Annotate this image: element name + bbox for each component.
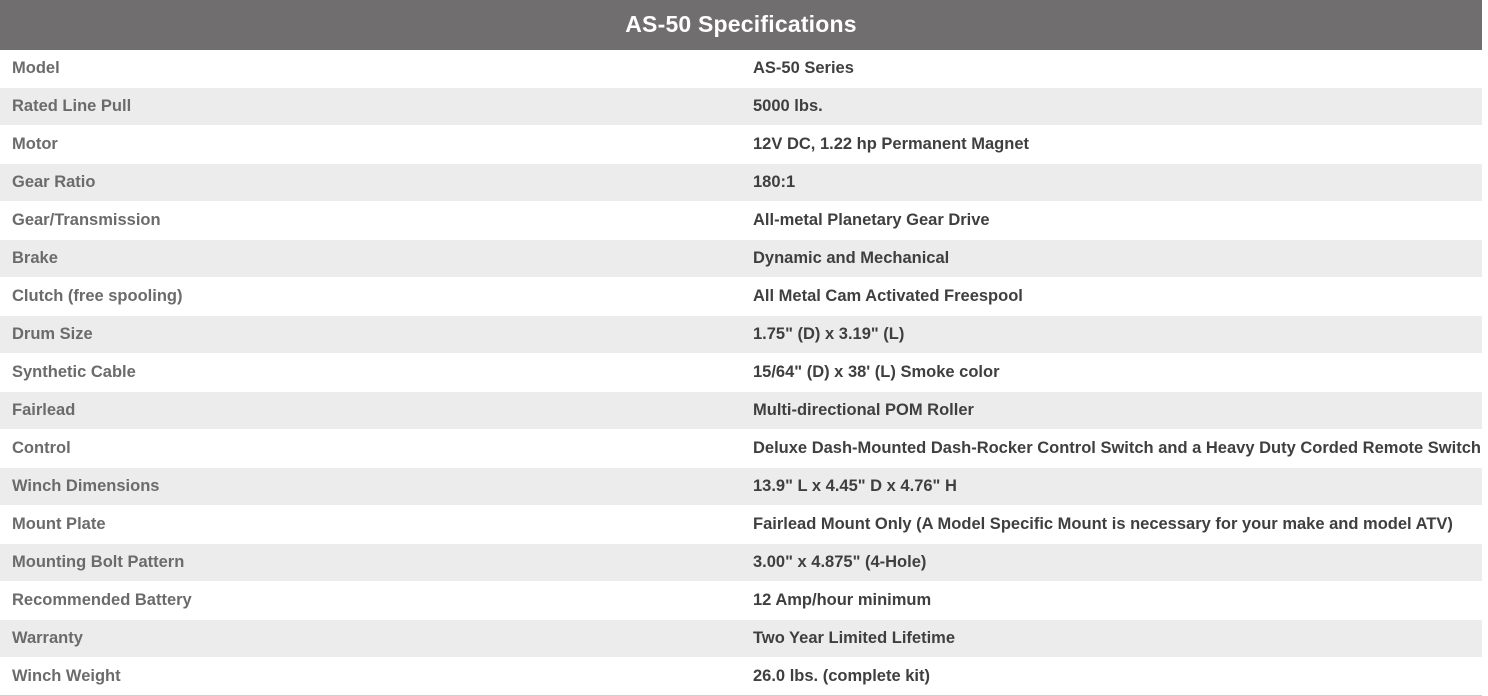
spec-value: 26.0 lbs. (complete kit) <box>741 658 1482 696</box>
spec-label: Recommended Battery <box>0 582 741 620</box>
spec-value: 12 Amp/hour minimum <box>741 582 1482 620</box>
spec-label: Warranty <box>0 620 741 658</box>
table-title-row <box>0 0 1482 50</box>
spec-value: All Metal Cam Activated Freespool <box>741 278 1482 316</box>
spec-label: Fairlead <box>0 392 741 430</box>
spec-value: 13.9" L x 4.45" D x 4.76" H <box>741 468 1482 506</box>
spec-value: AS-50 Series <box>741 50 1482 88</box>
spec-label: Motor <box>0 126 741 164</box>
table-row <box>0 88 1482 126</box>
spec-label: Winch Dimensions <box>0 468 741 506</box>
table-row <box>0 506 1482 544</box>
table-row <box>0 202 1482 240</box>
spec-label: Drum Size <box>0 316 741 354</box>
spec-value: All-metal Planetary Gear Drive <box>741 202 1482 240</box>
spec-label: Rated Line Pull <box>0 88 741 126</box>
spec-label: Model <box>0 50 741 88</box>
spec-label: Brake <box>0 240 741 278</box>
table-row <box>0 316 1482 354</box>
spec-label: Control <box>0 430 741 468</box>
spec-label: Winch Weight <box>0 658 741 696</box>
table-row <box>0 164 1482 202</box>
table-row <box>0 620 1482 658</box>
table-row <box>0 544 1482 582</box>
spec-value: 3.00" x 4.875" (4-Hole) <box>741 544 1482 582</box>
table-row <box>0 430 1482 468</box>
table-row <box>0 278 1482 316</box>
spec-value: Two Year Limited Lifetime <box>741 620 1482 658</box>
spec-value: 1.75" (D) x 3.19" (L) <box>741 316 1482 354</box>
spec-label: Mount Plate <box>0 506 741 544</box>
table-row <box>0 240 1482 278</box>
spec-value: 12V DC, 1.22 hp Permanent Magnet <box>741 126 1482 164</box>
spec-label: Gear Ratio <box>0 164 741 202</box>
table-row <box>0 50 1482 88</box>
spec-value: Multi-directional POM Roller <box>741 392 1482 430</box>
table-row <box>0 354 1482 392</box>
spec-label: Clutch (free spooling) <box>0 278 741 316</box>
spec-label: Gear/Transmission <box>0 202 741 240</box>
spec-label: Synthetic Cable <box>0 354 741 392</box>
table-row <box>0 392 1482 430</box>
spec-value: Fairlead Mount Only (A Model Specific Mount is necessary for your make and model ATV) <box>741 506 1482 544</box>
spec-value: 180:1 <box>741 164 1482 202</box>
spec-label: Mounting Bolt Pattern <box>0 544 741 582</box>
spec-value: Dynamic and Mechanical <box>741 240 1482 278</box>
spec-value: 15/64" (D) x 38' (L) Smoke color <box>741 354 1482 392</box>
table-row <box>0 468 1482 506</box>
page-title: AS-50 Specifications <box>0 0 1482 50</box>
table-row <box>0 658 1482 696</box>
table-row <box>0 582 1482 620</box>
spec-value: Deluxe Dash-Mounted Dash-Rocker Control Switch and a Heavy Duty Corded Remote Switch <box>741 430 1482 468</box>
spec-value: 5000 lbs. <box>741 88 1482 126</box>
table-row <box>0 126 1482 164</box>
